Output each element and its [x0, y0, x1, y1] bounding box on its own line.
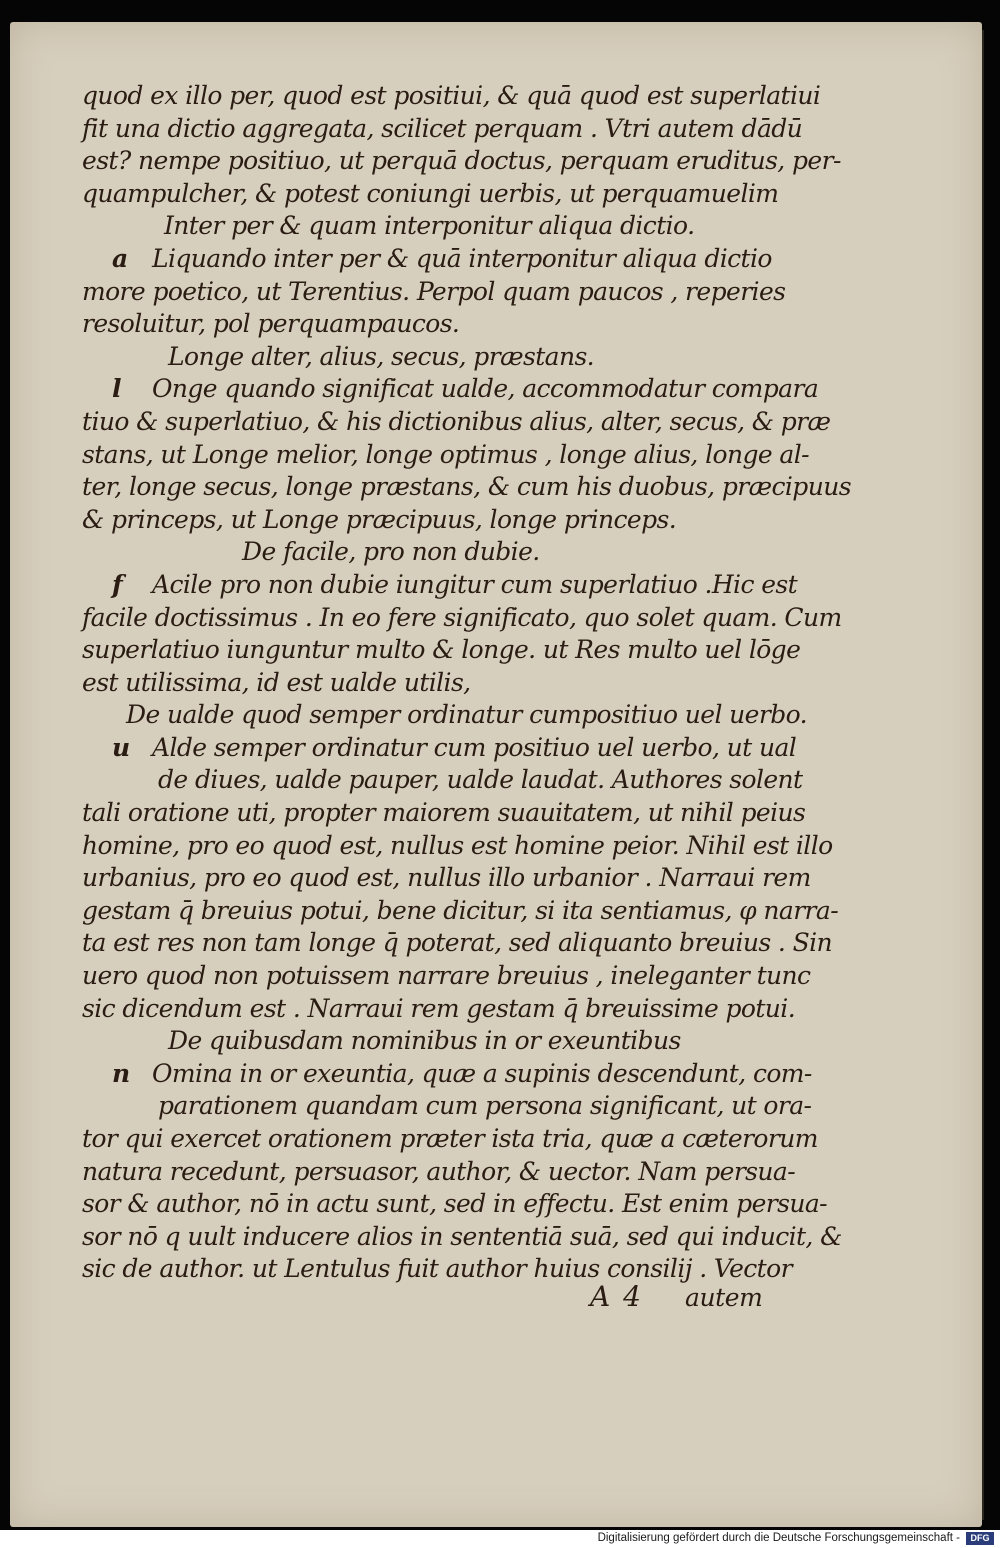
initial-letter-marker: a: [112, 243, 128, 273]
section-heading: Longe alter, alius, secus, præstans.: [168, 341, 595, 371]
section-heading: De facile, pro non dubie.: [242, 537, 540, 567]
text-line: stans, ut Longe melior, longe optimus , longe alius, longe al-: [82, 439, 809, 469]
signature-line: [590, 1280, 763, 1313]
text-line: natura recedunt, persuasor, author, & uector. Nam persua-: [82, 1156, 796, 1186]
text-line: Onge quando significat ualde, accommodatur compara: [152, 374, 819, 404]
text-line: quod ex illo per, quod est positiui, & quā quod est superlatiui: [82, 81, 821, 110]
initial-letter-marker: f: [112, 569, 123, 599]
text-line: urbanius, pro eo quod est, nullus illo urbanior . Narraui rem: [82, 863, 811, 893]
text-line: Alde semper ordinatur cum positiuo uel uerbo, ut ual: [152, 732, 797, 762]
text-line: Acile pro non dubie iungitur cum superlatiuo .Hic est: [152, 569, 798, 599]
text-line: facile doctissimus . In eo fere significato, quo solet quam. Cum: [82, 602, 842, 632]
text-line: ter, longe secus, longe præstans, & cum his duobus, præcipuus: [82, 472, 851, 502]
text-line: more poetico, ut Terentius. Perpol quam paucos , reperies: [82, 276, 786, 306]
text-line: homine, pro eo quod est, nullus est homine peior. Nihil est illo: [82, 830, 833, 860]
initial-letter-marker: u: [112, 732, 130, 762]
text-line: tor qui exercet orationem præter ista tria, quæ a cæterorum: [82, 1124, 818, 1153]
text-line: uero quod non potuissem narrare breuius , ineleganter tunc: [82, 961, 811, 991]
text-line: sic dicendum est . Narraui rem gestam q̄ breuissime potui.: [82, 993, 796, 1023]
section-heading: Inter per & quam interponitur aliqua dictio.: [164, 211, 695, 241]
section-heading: De ualde quod semper ordinatur cumpositiuo uel uerbo.: [126, 700, 807, 730]
text-line: parationem quandam cum persona significant, ut ora-: [158, 1091, 812, 1121]
text-line: fit una dictio aggregata, scilicet perquam . Vtri autem dādū: [82, 113, 803, 143]
catchword: autem: [684, 1283, 763, 1312]
signature-mark: A 4: [590, 1280, 643, 1313]
dfg-logo-icon: DFG: [966, 1532, 994, 1545]
text-line: superlatiuo iunguntur multo & longe. ut Res multo uel lōge: [82, 635, 801, 665]
text-line: de diues, ualde pauper, ualde laudat. Authores solent: [158, 765, 803, 795]
text-line: ta est res non tam longe q̄ poterat, sed aliquanto breuius . Sin: [82, 928, 833, 958]
text-line: sic de author. ut Lentulus fuit author huius consilij . Vector: [82, 1254, 792, 1284]
text-line: Omina in or exeuntia, quæ a supinis descendunt, com-: [152, 1058, 812, 1088]
text-line: sor nō q uult inducere alios in sententiā suā, sed qui inducit, &: [82, 1221, 842, 1251]
text-line: resoluitur, pol perquampaucos.: [82, 309, 460, 339]
text-line: tali oratione uti, propter maiorem suauitatem, ut nihil peius: [82, 798, 806, 828]
initial-letter-marker: n: [112, 1058, 130, 1088]
initial-letter-marker: l: [112, 374, 121, 404]
section-heading: De quibusdam nominibus in or exeuntibus: [168, 1026, 681, 1056]
page-text: [82, 80, 851, 1286]
text-line: est? nempe positiuo, ut perquā doctus, perquam eruditus, per-: [82, 146, 841, 176]
text-line: Liquando inter per & quā interponitur aliqua dictio: [152, 243, 772, 273]
text-line: & princeps, ut Longe præcipuus, longe princeps.: [82, 504, 677, 534]
text-line: gestam q̄ breuius potui, bene dicitur, si ita sentiamus, φ narra-: [82, 895, 839, 925]
text-line: quampulcher, & potest coniungi uerbis, ut perquamuelim: [82, 178, 779, 208]
text-line: sor & author, nō in actu sunt, sed in effectu. Est enim persua-: [82, 1189, 828, 1219]
funding-credit: Digitalisierung gefördert durch die Deutsche Forschungsgemeinschaft -: [597, 1532, 960, 1544]
footer-bar: [0, 1530, 1000, 1548]
text-line: est utilissima, id est ualde utilis,: [82, 667, 471, 697]
text-line: tiuo & superlatiuo, & his dictionibus alius, alter, secus, & præ: [82, 406, 831, 436]
